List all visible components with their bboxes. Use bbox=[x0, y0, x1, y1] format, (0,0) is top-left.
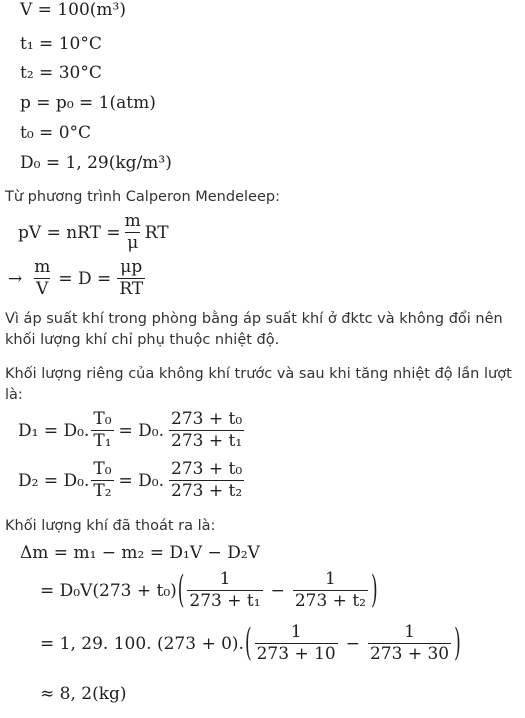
fraction-273t0-273t2: $\frac{\text{273 + t₀}}{\text{273 + t₂}}$ bbox=[171, 459, 243, 501]
fraction-mup-rt: $\frac{\mu p}{RT}$ bbox=[119, 257, 144, 299]
given-d0: D₀ = 1, 29(kg/m³) bbox=[20, 153, 172, 173]
delta-m-equation: Δm = m₁ − m₂ = D₁V − D₂V bbox=[20, 543, 260, 563]
given-pressure: p = p₀ = 1(atm) bbox=[20, 93, 156, 113]
fraction-t0-t2: $\frac{\text{T₀}}{\text{T₂}}$ bbox=[93, 459, 112, 501]
paragraph-1-line-1: Vì áp suất khí trong phòng bằng áp suất khí ở đktc và không đổi nên bbox=[5, 311, 503, 327]
intro-text: Từ phương trình Calperon Mendeleep: bbox=[5, 189, 280, 205]
delta-m-line-2: = D₀V(273 + t₀) ( $\frac{1}{\text{273 + t₁}}$ − $\frac{1}{\text{273 + t₂}}$ ) bbox=[40, 568, 378, 613]
given-t0: t₀ = 0°C bbox=[20, 123, 92, 143]
paragraph-2-line-2: là: bbox=[5, 387, 23, 403]
fraction-273t0-273t1: $\frac{\text{273 + t₀}}{\text{273 + t₁}}$ bbox=[171, 409, 243, 451]
given-t1: t₁ = 10°C bbox=[20, 34, 102, 54]
fraction-1-273t1: $\frac{1}{\text{273 + t₁}}$ bbox=[189, 569, 261, 611]
d2-equation: D₂ = D₀. $\frac{\text{T₀}}{\text{T₂}}$ = D₀. $\frac{\text{273 + t₀}}{\text{273 + t₂}}$ bbox=[18, 459, 243, 501]
delta-m-line-3: = 1, 29. 100. (273 + 0). ( $\frac{1}{273 + 10}$ − $\frac{1}{273 + 30}$ ) bbox=[40, 621, 461, 666]
fraction-1-283: $\frac{1}{273 + 10}$ bbox=[256, 622, 336, 664]
paragraph-3: Khối lượng khí đã thoát ra là: bbox=[5, 518, 216, 534]
fraction-1-303: $\frac{1}{273 + 30}$ bbox=[369, 622, 450, 664]
density-equation: → $\frac{m}{V}$ = D = $\frac{\mu p}{RT}$ bbox=[8, 257, 144, 299]
paragraph-2-line-1: Khối lượng riêng của không khí trước và sau khi tăng nhiệt độ lần lượt bbox=[5, 366, 512, 382]
fraction-m-mu: $\frac{m}{\mu}$ bbox=[124, 211, 141, 253]
paragraph-1-line-2: khối lượng khí chỉ phụ thuộc nhiệt độ. bbox=[5, 332, 280, 348]
fraction-m-v: $\frac{m}{V}$ bbox=[34, 257, 51, 299]
given-volume: V = 100(m³) bbox=[20, 0, 126, 20]
fraction-1-273t2: $\frac{1}{\text{273 + t₂}}$ bbox=[294, 569, 366, 611]
d1-equation: D₁ = D₀. $\frac{\text{T₀}}{\text{T₁}}$ = D₀. $\frac{\text{273 + t₀}}{\text{273 + t₁}}$ bbox=[18, 409, 243, 451]
result: ≈ 8, 2(kg) bbox=[40, 684, 127, 704]
given-t2: t₂ = 30°C bbox=[20, 63, 102, 83]
fraction-t0-t1: $\frac{\text{T₀}}{\text{T₁}}$ bbox=[93, 409, 112, 451]
ideal-gas-equation: pV = nRT = $\frac{m}{\mu}$ RT bbox=[18, 211, 169, 253]
